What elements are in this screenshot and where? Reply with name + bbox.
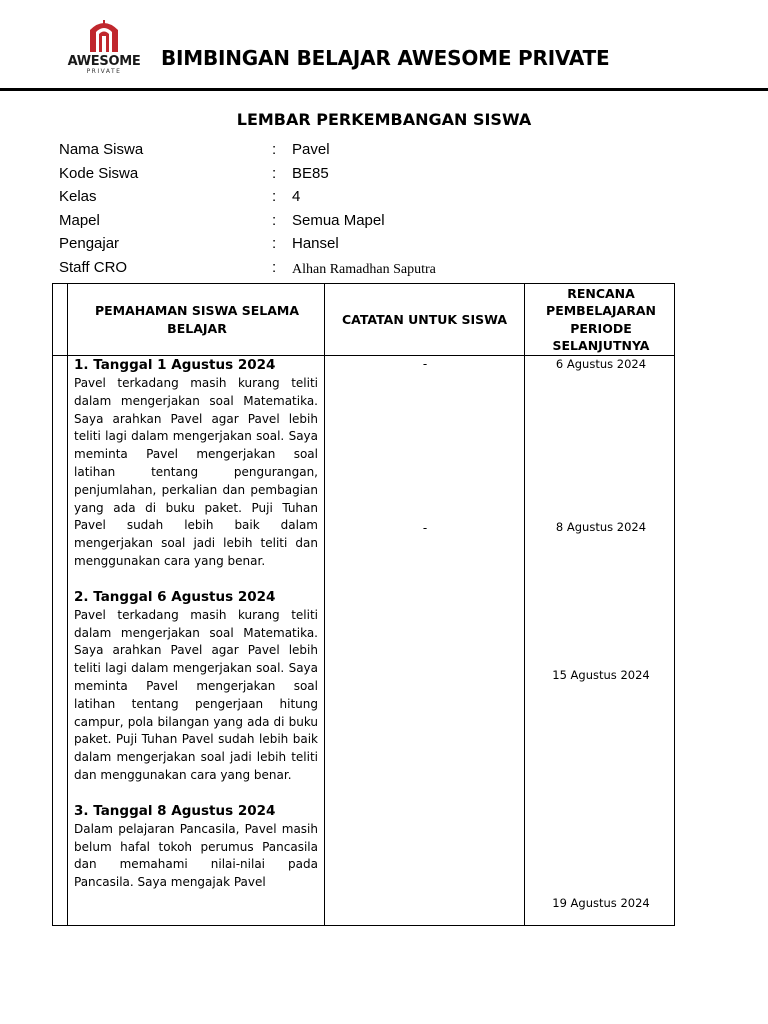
entry-heading: 3. Tanggal 8 Agustus 2024: [74, 802, 276, 819]
info-value: Semua Mapel: [292, 211, 385, 229]
info-label: Kode Siswa: [59, 164, 139, 182]
table-divider: [324, 284, 325, 925]
info-row-kelas: [59, 188, 579, 212]
progress-table: [52, 283, 675, 926]
header-divider: [0, 88, 768, 91]
info-colon: :: [272, 235, 277, 253]
column-header-plan: RENCANA PEMBELAJARAN PERIODE SELANJUTNYA: [546, 285, 656, 353]
student-info: [59, 141, 579, 283]
info-colon: :: [272, 211, 277, 229]
info-value: Pavel: [292, 141, 330, 158]
note-value: -: [422, 521, 428, 535]
column-header-understanding: PEMAHAMAN SISWA SELAMA BELAJAR: [94, 303, 300, 336]
table-divider: [67, 284, 68, 925]
plan-date: 8 Agustus 2024: [555, 520, 647, 534]
entry-text: Pavel terkadang masih kurang teliti dalam mengerjakan soal Matematika. Saya arahkan Pavel agar Pavel lebih teliti lagi dalam mengerjakan soal. Saya meminta Pavel mengerjakan soal latihan tentang pengurangan, penjumlahan, perkalian dan pembagian yang ada di buku paket. Puji Tuhan Pavel sudah lebih baik dalam mengerjakan soal jadi lebih teliti dan menggunakan cara yang benar.: [74, 376, 318, 568]
entry-text: Pavel terkadang masih kurang teliti dalam mengerjakan soal Matematika. Saya arahkan Pavel agar Pavel lebih teliti lagi dalam mengerjakan soal. Saya meminta Pavel mengerjakan soal latihan tentang pengerjaan hitung campur, pola bilangan yang ada di buku paket. Puji Tuhan Pavel sudah lebih baik dalam mengerjakan soal jadi lebih teliti dan menggunakan cara yang benar.: [74, 607, 318, 782]
info-value: Alhan Ramadhan Saputra: [292, 261, 436, 277]
page-header-title: BIMBINGAN BELAJAR AWESOME PRIVATE: [161, 46, 610, 70]
info-label: Kelas: [59, 188, 97, 206]
entry-text: Dalam pelajaran Pancasila, Pavel masih belum hafal tokoh perumus Pancasila dan memahami nilai-nilai pada Pancasila. Saya mengajak Pavel: [74, 821, 318, 890]
plan-date: 6 Agustus 2024: [555, 357, 647, 371]
info-row-pengajar: [59, 235, 579, 259]
info-value: 4: [292, 188, 301, 206]
info-row-staff-cro: [59, 259, 579, 283]
document-title: LEMBAR PERKEMBANGAN SISWA: [236, 110, 532, 129]
table-divider: [524, 284, 525, 925]
info-row-kode: [59, 165, 579, 189]
info-label: Pengajar: [59, 235, 120, 253]
info-label: Staff CRO: [59, 258, 128, 276]
company-logo: [62, 18, 146, 76]
entry-heading: 2. Tanggal 6 Agustus 2024: [74, 588, 276, 605]
info-colon: :: [272, 141, 277, 158]
info-value: Hansel: [292, 235, 339, 253]
logo-subtitle: PRIVATE: [86, 68, 122, 75]
entry-heading: 1. Tanggal 1 Agustus 2024: [74, 357, 276, 373]
info-label: Nama Siswa: [59, 141, 144, 158]
info-row-mapel: [59, 212, 579, 236]
info-colon: :: [272, 188, 277, 206]
understanding-column: [74, 356, 318, 926]
note-value: -: [422, 357, 428, 371]
logo-wordmark: AWESOME: [67, 54, 141, 69]
info-colon: :: [272, 164, 277, 182]
plan-date: 15 Agustus 2024: [552, 668, 650, 682]
info-row-nama: [59, 141, 579, 165]
plan-date: 19 Agustus 2024: [552, 896, 650, 910]
info-label: Mapel: [59, 211, 100, 229]
info-colon: :: [272, 258, 277, 276]
info-value: BE85: [292, 164, 329, 182]
logo-emblem-icon: [86, 18, 122, 52]
column-header-notes: CATATAN UNTUK SISWA: [341, 311, 508, 327]
